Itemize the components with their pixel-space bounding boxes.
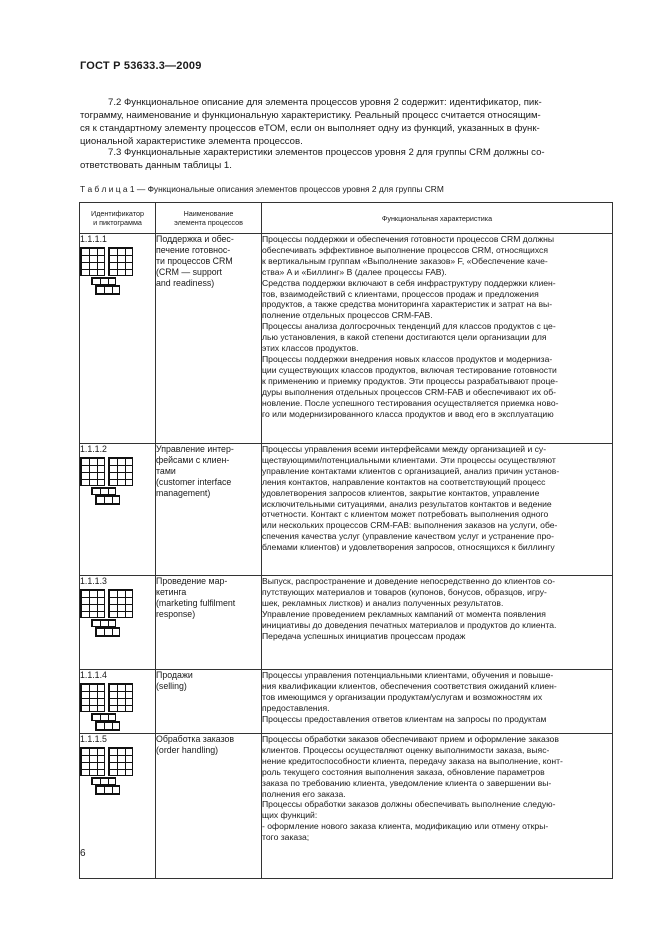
process-name-line: (marketing fulfilment bbox=[156, 598, 236, 608]
name-cell bbox=[156, 576, 262, 670]
process-name-line: кетинга bbox=[156, 587, 187, 597]
description-cell bbox=[262, 234, 613, 444]
pictogram-block bbox=[95, 627, 120, 637]
id-cell bbox=[80, 670, 156, 734]
header-name-line: элемента процессов bbox=[174, 218, 243, 227]
description-line: Процессы управления всеми интерфейсами между организацией и су- bbox=[262, 444, 547, 454]
description-line: продуктов, а также средства мониторинга характеристик и затрат на вы- bbox=[262, 299, 553, 310]
pictogram-block bbox=[108, 589, 133, 618]
id-cell bbox=[80, 234, 156, 444]
table-row bbox=[80, 670, 613, 734]
header-name bbox=[156, 203, 262, 234]
process-pictogram-icon bbox=[80, 747, 144, 795]
process-pictogram-icon bbox=[80, 683, 144, 731]
process-name-line: (customer interface bbox=[156, 477, 232, 487]
id-cell bbox=[80, 444, 156, 576]
header-desc: Функциональная характеристика bbox=[262, 203, 613, 234]
description-line: удовлетворения запросов клиентов, закрытие контактов, управление bbox=[262, 487, 540, 498]
table-row bbox=[80, 444, 613, 576]
description-line: Процессы анализа долгосрочных тенденций для классов продуктов с це- bbox=[262, 321, 556, 332]
description-line: обеспечивать эффективное выполнение процессов CRM, относящихся bbox=[262, 244, 548, 255]
description-line: Процессы поддержки внедрения новых классов продуктов и модерниза- bbox=[262, 353, 553, 364]
description-line: путствующих материалов и товаров (купонов, бонусов, образцов, игру- bbox=[262, 586, 547, 597]
text-line: 7.2 Функциональное описание для элемента процессов уровня 2 содержит: идентификатор, пик- bbox=[108, 97, 542, 108]
description-line: спечения качества услуг (управление качеством услуг и устранение про- bbox=[262, 531, 554, 542]
table-row bbox=[80, 734, 613, 879]
description-line: дуры выполнения отдельных процессов CRM-FAB и обеспечивают их об- bbox=[262, 386, 556, 397]
description-line: - оформление нового заказа клиента, модификацию или отмену откры- bbox=[262, 821, 549, 832]
description-line: ществующими/потенциальными клиентами. Эти процессы осуществляют bbox=[262, 454, 556, 465]
pictogram-block bbox=[108, 747, 133, 776]
description-line: Управление проведением рекламных кампаний от момента появления bbox=[262, 608, 546, 619]
description-line: предоставления. bbox=[262, 702, 330, 713]
description-line: ния квалификации клиентов, обеспечения соответствия ожиданий клиен- bbox=[262, 680, 557, 691]
description-line: нение кредитоспособности клиента, передачу заказа на выполнение, конт- bbox=[262, 755, 563, 766]
description-line: того заказа; bbox=[262, 832, 310, 843]
description-line: новление. После успешного тестирования осуществляется приемка ново- bbox=[262, 397, 559, 408]
description-line: инициативы до доведения печатных материалов и продуктов до клиента. bbox=[262, 619, 557, 630]
process-pictogram-icon bbox=[80, 457, 144, 505]
pictogram-block bbox=[91, 619, 116, 627]
process-name-line: Обработка заказов bbox=[156, 734, 235, 744]
paragraph-7-2 bbox=[80, 96, 600, 148]
id-cell bbox=[80, 734, 156, 879]
description-line: го или модернизированного класса продуктов и ввод его в эксплуатацию bbox=[262, 408, 554, 419]
description-line: Средства поддержки включают в себя инфраструктуру поддержки клиен- bbox=[262, 277, 556, 288]
pictogram-block bbox=[91, 713, 116, 721]
process-name-line: печение готовнос- bbox=[156, 245, 231, 255]
description-line: ления контактов, направление контактов на соответствующий процесс bbox=[262, 476, 546, 487]
process-id: 1.1.1.3 bbox=[80, 576, 107, 586]
pictogram-block bbox=[108, 247, 133, 276]
pictogram-block bbox=[108, 683, 133, 712]
pictogram-block bbox=[95, 285, 120, 295]
table-caption: Т а б л и ц а 1 — Функциональные описания элементов процессов уровня 2 для группы CRM bbox=[80, 184, 444, 194]
description-line: или нескольких процессов CRM-FAB: выполнения заказов на услуги, обе- bbox=[262, 520, 558, 531]
table-row bbox=[80, 234, 613, 444]
description-line: Процессы поддержки и обеспечения готовности процессов CRM должны bbox=[262, 234, 555, 244]
description-line: тов имеющимся у организации продуктам/услугам и возможностям их bbox=[262, 691, 543, 702]
name-cell bbox=[156, 234, 262, 444]
pictogram-block bbox=[108, 457, 133, 486]
description-line: Передача успешных инициатив процессам продаж bbox=[262, 630, 466, 641]
process-id: 1.1.1.5 bbox=[80, 734, 107, 744]
description-line: ции существующих классов продуктов, включая тестирование готовности bbox=[262, 364, 557, 375]
description-line: к вертикальным группам «Выполнение заказов» F, «Обеспечение каче- bbox=[262, 255, 548, 266]
process-id: 1.1.1.4 bbox=[80, 670, 107, 680]
description-line: шек, рекламных листков) и анализ полученных результатов. bbox=[262, 597, 504, 608]
text-line: ся к стандартному элементу процессов eTOM, если он выполняет одну из функций, указанных в функ- bbox=[80, 123, 540, 134]
description-line: Выпуск, распространение и доведение непосредственно до клиентов со- bbox=[262, 576, 556, 586]
process-name-line: ти процессов CRM bbox=[156, 256, 233, 266]
description-cell bbox=[262, 670, 613, 734]
table-header-row bbox=[80, 203, 613, 234]
process-id: 1.1.1.1 bbox=[80, 234, 107, 244]
description-line: Процессы управления потенциальными клиентами, обучения и повыше- bbox=[262, 670, 554, 680]
header-name-line: Наименование bbox=[183, 209, 234, 218]
pictogram-block bbox=[80, 247, 105, 276]
pictogram-block bbox=[80, 589, 105, 618]
pictogram-block bbox=[80, 457, 105, 486]
page-number: 6 bbox=[80, 848, 86, 859]
process-name-line: (selling) bbox=[156, 681, 187, 691]
description-cell bbox=[262, 576, 613, 670]
process-name-line: Управление интер- bbox=[156, 444, 234, 454]
process-name-line: (CRM — support bbox=[156, 267, 222, 277]
name-cell bbox=[156, 670, 262, 734]
description-line: Процессы обработки заказов должны обеспечивать выполнение следую- bbox=[262, 799, 556, 810]
process-name-line: and readiness) bbox=[156, 278, 215, 288]
pictogram-block bbox=[95, 721, 120, 731]
header-id-line: и пиктограмма bbox=[93, 218, 142, 227]
process-name-line: фейсами с клиен- bbox=[156, 455, 230, 465]
description-line: Процессы предоставления ответов клиентам на запросы по продуктам bbox=[262, 713, 547, 724]
pictogram-block bbox=[95, 495, 120, 505]
name-cell bbox=[156, 734, 262, 879]
description-cell bbox=[262, 444, 613, 576]
pictogram-block bbox=[91, 277, 116, 285]
process-id: 1.1.1.2 bbox=[80, 444, 107, 454]
header-id-line: Идентификатор bbox=[91, 209, 144, 218]
description-line: лью установления, в какой степени достигаются цели организации для bbox=[262, 332, 547, 343]
text-line: 7.3 Функциональные характеристики элементов процессов уровня 2 для группы CRM должны со- bbox=[108, 147, 545, 158]
process-name-line: Продажи bbox=[156, 670, 193, 680]
process-name-line: Поддержка и обес- bbox=[156, 234, 234, 244]
description-line: блемами клиентов) и удовлетворения запросов, относящихся к биллингу bbox=[262, 542, 555, 553]
process-name-line: (order handling) bbox=[156, 745, 219, 755]
pictogram-block bbox=[91, 487, 116, 495]
table-row bbox=[80, 576, 613, 670]
id-cell bbox=[80, 576, 156, 670]
description-line: роль текущего состояния выполнения заказа, обновление параметров bbox=[262, 766, 545, 777]
description-line: полнение отдельных процессов CRM-FAB. bbox=[262, 310, 433, 321]
process-pictogram-icon bbox=[80, 247, 144, 295]
description-cell bbox=[262, 734, 613, 879]
description-line: полнения его заказа. bbox=[262, 788, 346, 799]
paragraph-7-3 bbox=[80, 146, 600, 172]
description-line: клиентов. Процессы осуществляют оценку выполнимости заказа, выяс- bbox=[262, 744, 550, 755]
description-line: заказа по требованию клиента, уведомление клиента о завершении вы- bbox=[262, 777, 552, 788]
description-line: управление контактами клиентов с организацией, анализ причин установ- bbox=[262, 465, 560, 476]
document-header: ГОСТ Р 53633.3—2009 bbox=[80, 60, 202, 72]
text-line: циональной характеристике элемента процессов. bbox=[80, 136, 303, 147]
description-line: ства» A и «Биллинг» B (далее процессы FAB). bbox=[262, 266, 447, 277]
description-line: исключительными ситуациями, анализ результатов контактов и ведение bbox=[262, 498, 552, 509]
pictogram-block bbox=[95, 785, 120, 795]
text-line: тограмму, наименование и функциональную характеристику. Реальный процесс считается относящим- bbox=[80, 110, 541, 121]
description-line: к применению и приемку продуктов. Эти процессы разрабатывают проце- bbox=[262, 375, 558, 386]
description-line: Процессы обработки заказов обеспечивают прием и оформление заказов bbox=[262, 734, 559, 744]
process-pictogram-icon bbox=[80, 589, 144, 637]
process-name-line: Проведение мар- bbox=[156, 576, 228, 586]
process-name-line: response) bbox=[156, 609, 196, 619]
pictogram-block bbox=[91, 777, 116, 785]
name-cell bbox=[156, 444, 262, 576]
pictogram-block bbox=[80, 747, 105, 776]
description-line: этих классов продуктов. bbox=[262, 343, 359, 354]
description-line: тов, взаимодействий с клиентами, процессов продаж и предложения bbox=[262, 288, 539, 299]
description-line: отчетности. Контакт с клиентом может потребовать выполнения одного bbox=[262, 509, 549, 520]
process-name-line: management) bbox=[156, 488, 211, 498]
header-id bbox=[80, 203, 156, 234]
process-name-line: тами bbox=[156, 466, 176, 476]
text-line: ответствовать данным таблицы 1. bbox=[80, 160, 232, 171]
description-line: щих функций: bbox=[262, 810, 318, 821]
pictogram-block bbox=[80, 683, 105, 712]
process-table bbox=[79, 202, 613, 879]
